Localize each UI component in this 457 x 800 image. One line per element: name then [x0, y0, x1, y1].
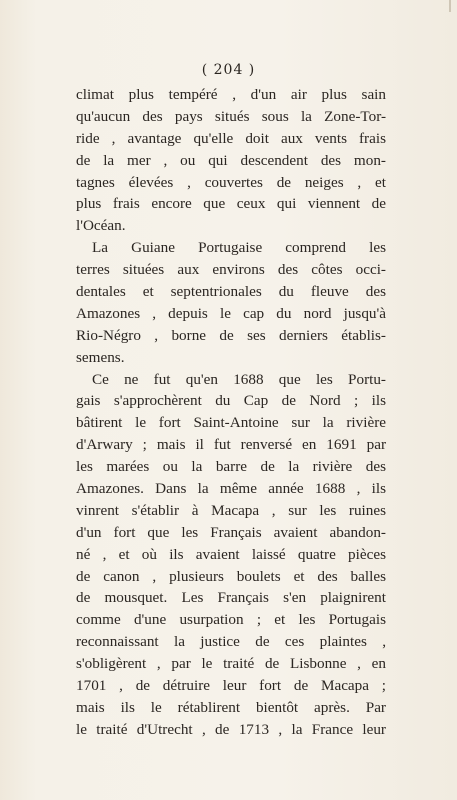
text-line: comme d'une usurpation ; et les Portugais [76, 611, 386, 629]
text-line: d'un fort que les Français avaient abandon- [76, 523, 386, 541]
text-line: La Guiane Portugaise comprend les [92, 239, 386, 257]
text-line: Ce ne fut qu'en 1688 que les Portu- [92, 370, 386, 388]
text-line: de mousquet. Les Français s'en plaignirent [76, 589, 386, 607]
text-line: gais s'approchèrent du Cap de Nord ; ils [76, 392, 386, 410]
text-line: 1701 , de détruire leur fort de Macapa ; [76, 677, 386, 695]
page-edge-mark [449, 0, 451, 12]
text-line: né , et où ils avaient laissé quatre pièces [76, 545, 386, 563]
text-line: mais ils le rétablirent bientôt après. Par [76, 698, 386, 716]
text-line: semens. [76, 348, 125, 366]
text-line: vinrent s'établir à Macapa , sur les ruines [76, 501, 386, 519]
text-line: s'obligèrent , par le traité de Lisbonne , en [76, 655, 386, 673]
text-line: climat plus tempéré , d'un air plus sain [76, 86, 386, 103]
text-line: de canon , plusieurs boulets et des balles [76, 567, 386, 585]
text-line: de la mer , ou qui descendent des mon- [76, 151, 386, 169]
text-line: ride , avantage qu'elle doit aux vents frais [76, 129, 386, 147]
text-line: d'Arwary ; mais il fut renversé en 1691 par [76, 436, 386, 454]
text-line: tagnes élevées , couvertes de neiges , et [76, 173, 386, 191]
page-number: ( 204 ) [201, 62, 256, 78]
text-line: terres situées aux environs des côtes occi- [76, 261, 386, 279]
text-line: les marées ou la barre de la rivière des [76, 458, 386, 476]
text-line: plus frais encore que ceux qui viennent de [76, 195, 386, 213]
text-line: Amazones. Dans la même année 1688 , ils [76, 480, 386, 498]
text-line: Rio-Négro , borne de ses derniers établis- [76, 326, 386, 344]
text-line: Amazones , depuis le cap du nord jusqu'à [76, 304, 386, 322]
text-line: dentales et septentrionales du fleuve des [76, 283, 386, 301]
text-line: le traité d'Utrecht , de 1713 , la France leur [76, 720, 386, 738]
text-line: bâtirent le fort Saint-Antoine sur la rivière [76, 414, 386, 432]
text-line: l'Océan. [76, 217, 126, 235]
body-text [76, 84, 386, 741]
text-line: qu'aucun des pays situés sous la Zone-Tor- [76, 107, 386, 125]
text-line: reconnaissant la justice de ces plaintes , [76, 633, 386, 651]
